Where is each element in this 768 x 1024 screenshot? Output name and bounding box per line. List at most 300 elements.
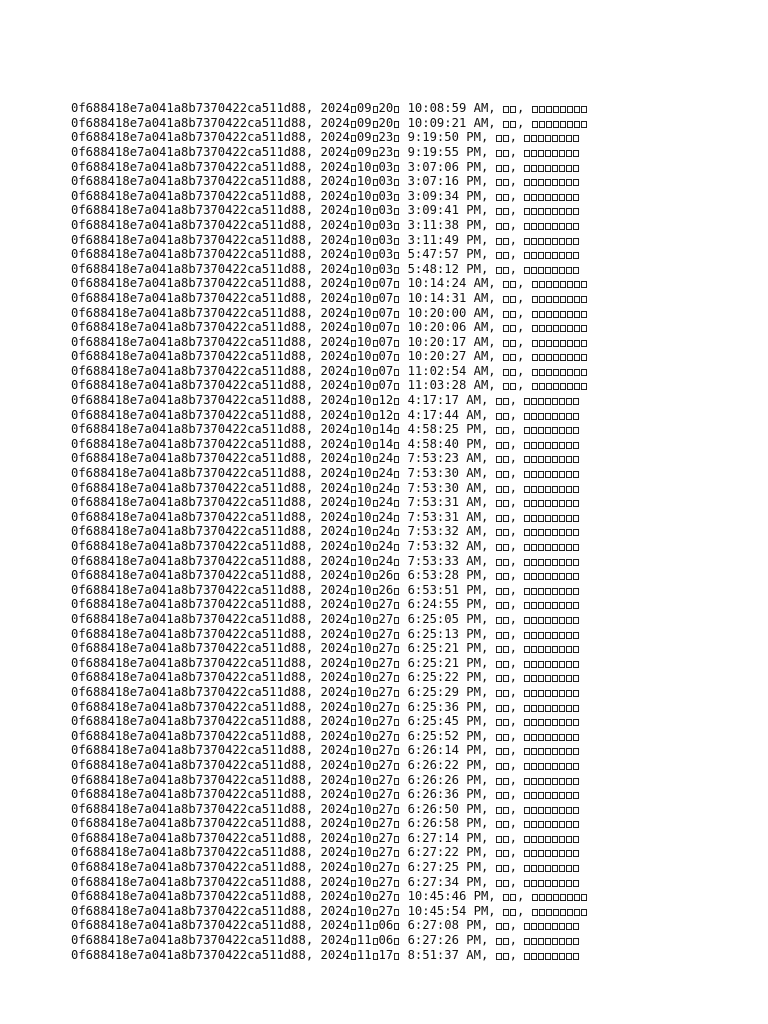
missing-glyph-box (351, 340, 356, 347)
missing-glyph-box (566, 690, 572, 697)
missing-glyph-box (566, 208, 572, 215)
missing-glyph-box (552, 413, 558, 420)
log-entry: 0f688418e7a041a8b7370422ca511d88, 2024 10 26 6:53:28 PM, , (71, 568, 588, 583)
entry-day: 27 (378, 670, 394, 685)
missing-glyph-box (503, 573, 509, 580)
missing-glyph-box (573, 135, 579, 142)
missing-glyph-box (373, 135, 378, 142)
missing-glyph-box (524, 500, 530, 507)
entry-id: 0f688418e7a041a8b7370422ca511d88 (71, 933, 306, 948)
entry-id: 0f688418e7a041a8b7370422ca511d88 (71, 582, 306, 597)
missing-glyph-box (496, 398, 502, 405)
entry-month: 10 (356, 261, 372, 276)
entry-suffix-b (524, 787, 580, 801)
entry-suffix-b (524, 860, 580, 874)
log-entry: 0f688418e7a041a8b7370422ca511d88, 2024 10 12 4:17:44 AM, , (71, 408, 588, 423)
log-entry: 0f688418e7a041a8b7370422ca511d88, 2024 10 27 6:26:26 PM, , (71, 773, 588, 788)
missing-glyph-box (394, 165, 399, 172)
missing-glyph-box (351, 238, 356, 245)
missing-glyph-box (545, 427, 551, 434)
missing-glyph-box (566, 413, 572, 420)
entry-day: 27 (378, 903, 394, 918)
entry-time: 3:09:41 PM (407, 203, 481, 218)
missing-glyph-box (351, 690, 356, 697)
entry-year: 2024 (320, 611, 350, 626)
missing-glyph-box (510, 311, 516, 318)
missing-glyph-box (538, 675, 544, 682)
missing-glyph-box (351, 559, 356, 566)
entry-suffix-a (503, 276, 517, 290)
missing-glyph-box (531, 821, 537, 828)
missing-glyph-box (503, 223, 509, 230)
missing-glyph-box (373, 179, 378, 186)
entry-year: 2024 (320, 247, 350, 262)
entry-time: 6:25:05 PM (407, 611, 481, 626)
missing-glyph-box (524, 865, 530, 872)
missing-glyph-box (573, 807, 579, 814)
missing-glyph-box (503, 850, 509, 857)
missing-glyph-box (532, 311, 538, 318)
entry-day: 03 (378, 232, 394, 247)
missing-glyph-box (373, 383, 378, 390)
missing-glyph-box (503, 719, 509, 726)
missing-glyph-box (573, 705, 579, 712)
missing-glyph-box (351, 850, 356, 857)
missing-glyph-box (566, 850, 572, 857)
missing-glyph-box (538, 223, 544, 230)
missing-glyph-box (496, 938, 502, 945)
entry-year: 2024 (320, 670, 350, 685)
entry-year: 2024 (320, 597, 350, 612)
entry-id: 0f688418e7a041a8b7370422ca511d88 (71, 860, 306, 875)
entry-month: 10 (356, 188, 372, 203)
missing-glyph-box (566, 953, 572, 960)
missing-glyph-box (373, 646, 378, 653)
missing-glyph-box (510, 325, 516, 332)
missing-glyph-box (559, 208, 565, 215)
entry-suffix-b (532, 904, 588, 918)
missing-glyph-box (394, 909, 399, 916)
entry-suffix-b (524, 145, 580, 159)
entry-suffix-a (496, 218, 510, 232)
missing-glyph-box (373, 515, 378, 522)
missing-glyph-box (581, 325, 587, 332)
entry-time: 7:53:30 AM (407, 466, 481, 481)
missing-glyph-box (373, 705, 378, 712)
missing-glyph-box (503, 734, 509, 741)
entry-id: 0f688418e7a041a8b7370422ca511d88 (71, 203, 306, 218)
missing-glyph-box (496, 792, 502, 799)
entry-year: 2024 (320, 144, 350, 159)
entry-id: 0f688418e7a041a8b7370422ca511d88 (71, 407, 306, 422)
entry-id: 0f688418e7a041a8b7370422ca511d88 (71, 320, 306, 335)
entry-year: 2024 (320, 466, 350, 481)
missing-glyph-box (581, 106, 587, 113)
missing-glyph-box (574, 121, 580, 128)
entry-day: 03 (378, 203, 394, 218)
missing-glyph-box (573, 734, 579, 741)
missing-glyph-box (573, 675, 579, 682)
missing-glyph-box (351, 865, 356, 872)
missing-glyph-box (394, 150, 399, 157)
missing-glyph-box (539, 296, 545, 303)
entry-year: 2024 (320, 305, 350, 320)
missing-glyph-box (351, 734, 356, 741)
missing-glyph-box (546, 894, 552, 901)
entry-month: 10 (356, 159, 372, 174)
entry-suffix-a (496, 831, 510, 845)
missing-glyph-box (373, 880, 378, 887)
missing-glyph-box (559, 223, 565, 230)
missing-glyph-box (503, 194, 509, 201)
missing-glyph-box (538, 850, 544, 857)
missing-glyph-box (539, 311, 545, 318)
missing-glyph-box (559, 734, 565, 741)
missing-glyph-box (567, 311, 573, 318)
entry-time: 7:53:32 AM (407, 539, 481, 553)
missing-glyph-box (394, 252, 399, 259)
missing-glyph-box (566, 223, 572, 230)
missing-glyph-box (496, 734, 502, 741)
missing-glyph-box (373, 734, 378, 741)
missing-glyph-box (552, 632, 558, 639)
entry-month: 10 (356, 203, 372, 218)
missing-glyph-box (496, 544, 502, 551)
missing-glyph-box (351, 354, 356, 361)
missing-glyph-box (559, 617, 565, 624)
missing-glyph-box (539, 383, 545, 390)
missing-glyph-box (524, 135, 530, 142)
entry-day: 27 (378, 830, 394, 845)
entry-time: 7:53:23 AM (407, 451, 481, 466)
missing-glyph-box (538, 821, 544, 828)
missing-glyph-box (496, 252, 502, 259)
log-entry: 0f688418e7a041a8b7370422ca511d88, 2024 11 06 6:27:26 PM, , (71, 933, 588, 948)
entry-time: 10:20:27 AM (407, 349, 489, 364)
missing-glyph-box (351, 252, 356, 259)
missing-glyph-box (560, 106, 566, 113)
missing-glyph-box (566, 179, 572, 186)
missing-glyph-box (553, 894, 559, 901)
missing-glyph-box (553, 121, 559, 128)
entry-suffix-b (524, 831, 580, 845)
missing-glyph-box (524, 836, 530, 843)
entry-month: 10 (356, 247, 372, 262)
missing-glyph-box (351, 588, 356, 595)
entry-time: 6:27:14 PM (407, 830, 481, 845)
missing-glyph-box (538, 938, 544, 945)
entry-month: 09 (356, 115, 372, 130)
missing-glyph-box (538, 719, 544, 726)
entry-suffix-a (503, 291, 517, 305)
entry-suffix-b (524, 845, 580, 859)
missing-glyph-box (394, 325, 399, 332)
entry-month: 10 (356, 684, 372, 699)
entry-suffix-b (524, 816, 580, 830)
log-entry: 0f688418e7a041a8b7370422ca511d88, 2024 10 27 6:24:55 PM, , (71, 597, 588, 612)
missing-glyph-box (539, 369, 545, 376)
log-entry: 0f688418e7a041a8b7370422ca511d88, 2024 10 24 7:53:33 AM, , (71, 554, 588, 569)
missing-glyph-box (351, 179, 356, 186)
entry-day: 07 (378, 305, 394, 320)
missing-glyph-box (351, 223, 356, 230)
entry-month: 10 (356, 772, 372, 787)
missing-glyph-box (510, 369, 516, 376)
entry-month: 10 (356, 787, 372, 802)
missing-glyph-box (351, 529, 356, 536)
missing-glyph-box (545, 544, 551, 551)
missing-glyph-box (503, 369, 509, 376)
entry-day: 27 (378, 626, 394, 641)
missing-glyph-box (532, 121, 538, 128)
missing-glyph-box (531, 486, 537, 493)
entry-suffix-a (503, 904, 517, 918)
missing-glyph-box (552, 778, 558, 785)
entry-year: 2024 (320, 714, 350, 729)
missing-glyph-box (559, 588, 565, 595)
entry-year: 2024 (320, 845, 350, 860)
missing-glyph-box (496, 238, 502, 245)
missing-glyph-box (524, 179, 530, 186)
missing-glyph-box (394, 675, 399, 682)
missing-glyph-box (394, 734, 399, 741)
entry-day: 27 (378, 714, 394, 729)
missing-glyph-box (496, 763, 502, 770)
missing-glyph-box (503, 325, 509, 332)
entry-suffix-a (496, 845, 510, 859)
entry-suffix-b (524, 933, 580, 947)
missing-glyph-box (503, 661, 509, 668)
entry-time: 7:53:30 AM (407, 480, 481, 495)
missing-glyph-box (581, 909, 587, 916)
entry-day: 07 (378, 378, 394, 393)
missing-glyph-box (373, 719, 378, 726)
entry-day: 07 (378, 320, 394, 335)
missing-glyph-box (524, 734, 530, 741)
missing-glyph-box (538, 515, 544, 522)
entry-month: 10 (356, 509, 372, 524)
missing-glyph-box (351, 778, 356, 785)
missing-glyph-box (373, 427, 378, 434)
missing-glyph-box (566, 661, 572, 668)
missing-glyph-box (552, 573, 558, 580)
entry-time: 6:26:50 PM (407, 801, 481, 816)
missing-glyph-box (351, 748, 356, 755)
missing-glyph-box (538, 617, 544, 624)
entry-month: 10 (356, 845, 372, 860)
entry-day: 27 (378, 801, 394, 816)
missing-glyph-box (394, 398, 399, 405)
entry-suffix-b (524, 437, 580, 451)
missing-glyph-box (573, 617, 579, 624)
missing-glyph-box (566, 573, 572, 580)
log-entry: 0f688418e7a041a8b7370422ca511d88, 2024 09 20 10:08:59 AM, , (71, 101, 588, 116)
entry-time: 8:51:37 AM (407, 947, 481, 962)
missing-glyph-box (373, 413, 378, 420)
missing-glyph-box (373, 296, 378, 303)
missing-glyph-box (573, 602, 579, 609)
missing-glyph-box (559, 413, 565, 420)
missing-glyph-box (531, 763, 537, 770)
missing-glyph-box (394, 296, 399, 303)
missing-glyph-box (532, 325, 538, 332)
entry-year: 2024 (320, 524, 350, 539)
log-entry: 0f688418e7a041a8b7370422ca511d88, 2024 10 27 6:26:58 PM, , (71, 816, 588, 831)
missing-glyph-box (538, 413, 544, 420)
missing-glyph-box (552, 486, 558, 493)
entry-suffix-b (524, 218, 580, 232)
entry-time: 10:09:21 AM (407, 115, 489, 130)
log-entry: 0f688418e7a041a8b7370422ca511d88, 2024 10 27 6:26:22 PM, , (71, 758, 588, 773)
entry-day: 07 (378, 276, 394, 291)
missing-glyph-box (351, 413, 356, 420)
missing-glyph-box (532, 281, 538, 288)
missing-glyph-box (351, 953, 356, 960)
missing-glyph-box (573, 588, 579, 595)
missing-glyph-box (503, 281, 509, 288)
entry-month: 10 (356, 378, 372, 393)
missing-glyph-box (524, 617, 530, 624)
missing-glyph-box (503, 588, 509, 595)
entry-day: 14 (378, 436, 394, 451)
missing-glyph-box (394, 311, 399, 318)
missing-glyph-box (531, 529, 537, 536)
entry-day: 27 (378, 889, 394, 904)
missing-glyph-box (559, 675, 565, 682)
missing-glyph-box (373, 223, 378, 230)
missing-glyph-box (567, 106, 573, 113)
entry-suffix-b (524, 714, 580, 728)
missing-glyph-box (573, 850, 579, 857)
missing-glyph-box (496, 486, 502, 493)
missing-glyph-box (552, 617, 558, 624)
entry-suffix-a (496, 816, 510, 830)
missing-glyph-box (394, 442, 399, 449)
missing-glyph-box (552, 850, 558, 857)
entry-time: 6:26:58 PM (407, 816, 481, 831)
missing-glyph-box (560, 121, 566, 128)
entry-suffix-b (524, 451, 580, 465)
missing-glyph-box (351, 398, 356, 405)
missing-glyph-box (496, 165, 502, 172)
missing-glyph-box (566, 646, 572, 653)
log-entry: 0f688418e7a041a8b7370422ca511d88, 2024 10 27 6:27:14 PM, , (71, 831, 588, 846)
entry-year: 2024 (320, 684, 350, 699)
missing-glyph-box (351, 296, 356, 303)
missing-glyph-box (531, 208, 537, 215)
missing-glyph-box (573, 515, 579, 522)
entry-suffix-b (524, 422, 580, 436)
entry-time: 6:53:28 PM (407, 568, 481, 583)
missing-glyph-box (559, 398, 565, 405)
missing-glyph-box (573, 238, 579, 245)
missing-glyph-box (394, 544, 399, 551)
entry-day: 14 (378, 422, 394, 437)
entry-suffix-b (524, 481, 580, 495)
missing-glyph-box (573, 792, 579, 799)
missing-glyph-box (394, 850, 399, 857)
entry-suffix-a (496, 933, 510, 947)
entry-id: 0f688418e7a041a8b7370422ca511d88 (71, 276, 306, 291)
missing-glyph-box (560, 894, 566, 901)
missing-glyph-box (351, 325, 356, 332)
missing-glyph-box (503, 675, 509, 682)
missing-glyph-box (373, 690, 378, 697)
missing-glyph-box (531, 807, 537, 814)
missing-glyph-box (566, 529, 572, 536)
missing-glyph-box (394, 121, 399, 128)
missing-glyph-box (394, 529, 399, 536)
missing-glyph-box (573, 559, 579, 566)
missing-glyph-box (559, 646, 565, 653)
entry-suffix-b (524, 510, 580, 524)
missing-glyph-box (538, 544, 544, 551)
entry-suffix-a (503, 364, 517, 378)
log-entry: 0f688418e7a041a8b7370422ca511d88, 2024 10 27 6:25:21 PM, , (71, 656, 588, 671)
missing-glyph-box (538, 559, 544, 566)
missing-glyph-box (394, 705, 399, 712)
entry-month: 10 (356, 874, 372, 889)
entry-suffix-b (524, 758, 580, 772)
missing-glyph-box (394, 821, 399, 828)
missing-glyph-box (373, 953, 378, 960)
missing-glyph-box (552, 442, 558, 449)
entry-time: 10:14:24 AM (407, 276, 489, 291)
missing-glyph-box (552, 602, 558, 609)
missing-glyph-box (503, 778, 509, 785)
missing-glyph-box (538, 661, 544, 668)
entry-id: 0f688418e7a041a8b7370422ca511d88 (71, 670, 306, 685)
missing-glyph-box (566, 836, 572, 843)
entry-day: 26 (378, 568, 394, 583)
missing-glyph-box (503, 311, 509, 318)
log-entry: 0f688418e7a041a8b7370422ca511d88, 2024 10 27 6:25:21 PM, , (71, 641, 588, 656)
entry-id: 0f688418e7a041a8b7370422ca511d88 (71, 422, 306, 437)
missing-glyph-box (546, 909, 552, 916)
log-entry: 0f688418e7a041a8b7370422ca511d88, 2024 10 07 10:14:31 AM, , (71, 291, 588, 306)
missing-glyph-box (574, 354, 580, 361)
entry-year: 2024 (320, 553, 350, 568)
missing-glyph-box (351, 617, 356, 624)
missing-glyph-box (573, 471, 579, 478)
entry-suffix-a (496, 189, 510, 203)
entry-suffix-a (496, 437, 510, 451)
missing-glyph-box (539, 894, 545, 901)
missing-glyph-box (524, 471, 530, 478)
entry-id: 0f688418e7a041a8b7370422ca511d88 (71, 830, 306, 845)
missing-glyph-box (524, 588, 530, 595)
missing-glyph-box (538, 194, 544, 201)
missing-glyph-box (351, 165, 356, 172)
missing-glyph-box (373, 267, 378, 274)
missing-glyph-box (560, 354, 566, 361)
missing-glyph-box (532, 354, 538, 361)
missing-glyph-box (573, 398, 579, 405)
missing-glyph-box (559, 865, 565, 872)
entry-suffix-b (532, 889, 588, 903)
missing-glyph-box (573, 836, 579, 843)
entry-suffix-a (496, 627, 510, 641)
missing-glyph-box (351, 486, 356, 493)
entry-suffix-b (532, 335, 588, 349)
missing-glyph-box (503, 748, 509, 755)
entry-suffix-a (496, 787, 510, 801)
entry-suffix-a (496, 393, 510, 407)
missing-glyph-box (503, 150, 509, 157)
missing-glyph-box (532, 106, 538, 113)
entry-day: 27 (378, 860, 394, 875)
log-entry: 0f688418e7a041a8b7370422ca511d88, 2024 10 27 6:25:22 PM, , (71, 670, 588, 685)
